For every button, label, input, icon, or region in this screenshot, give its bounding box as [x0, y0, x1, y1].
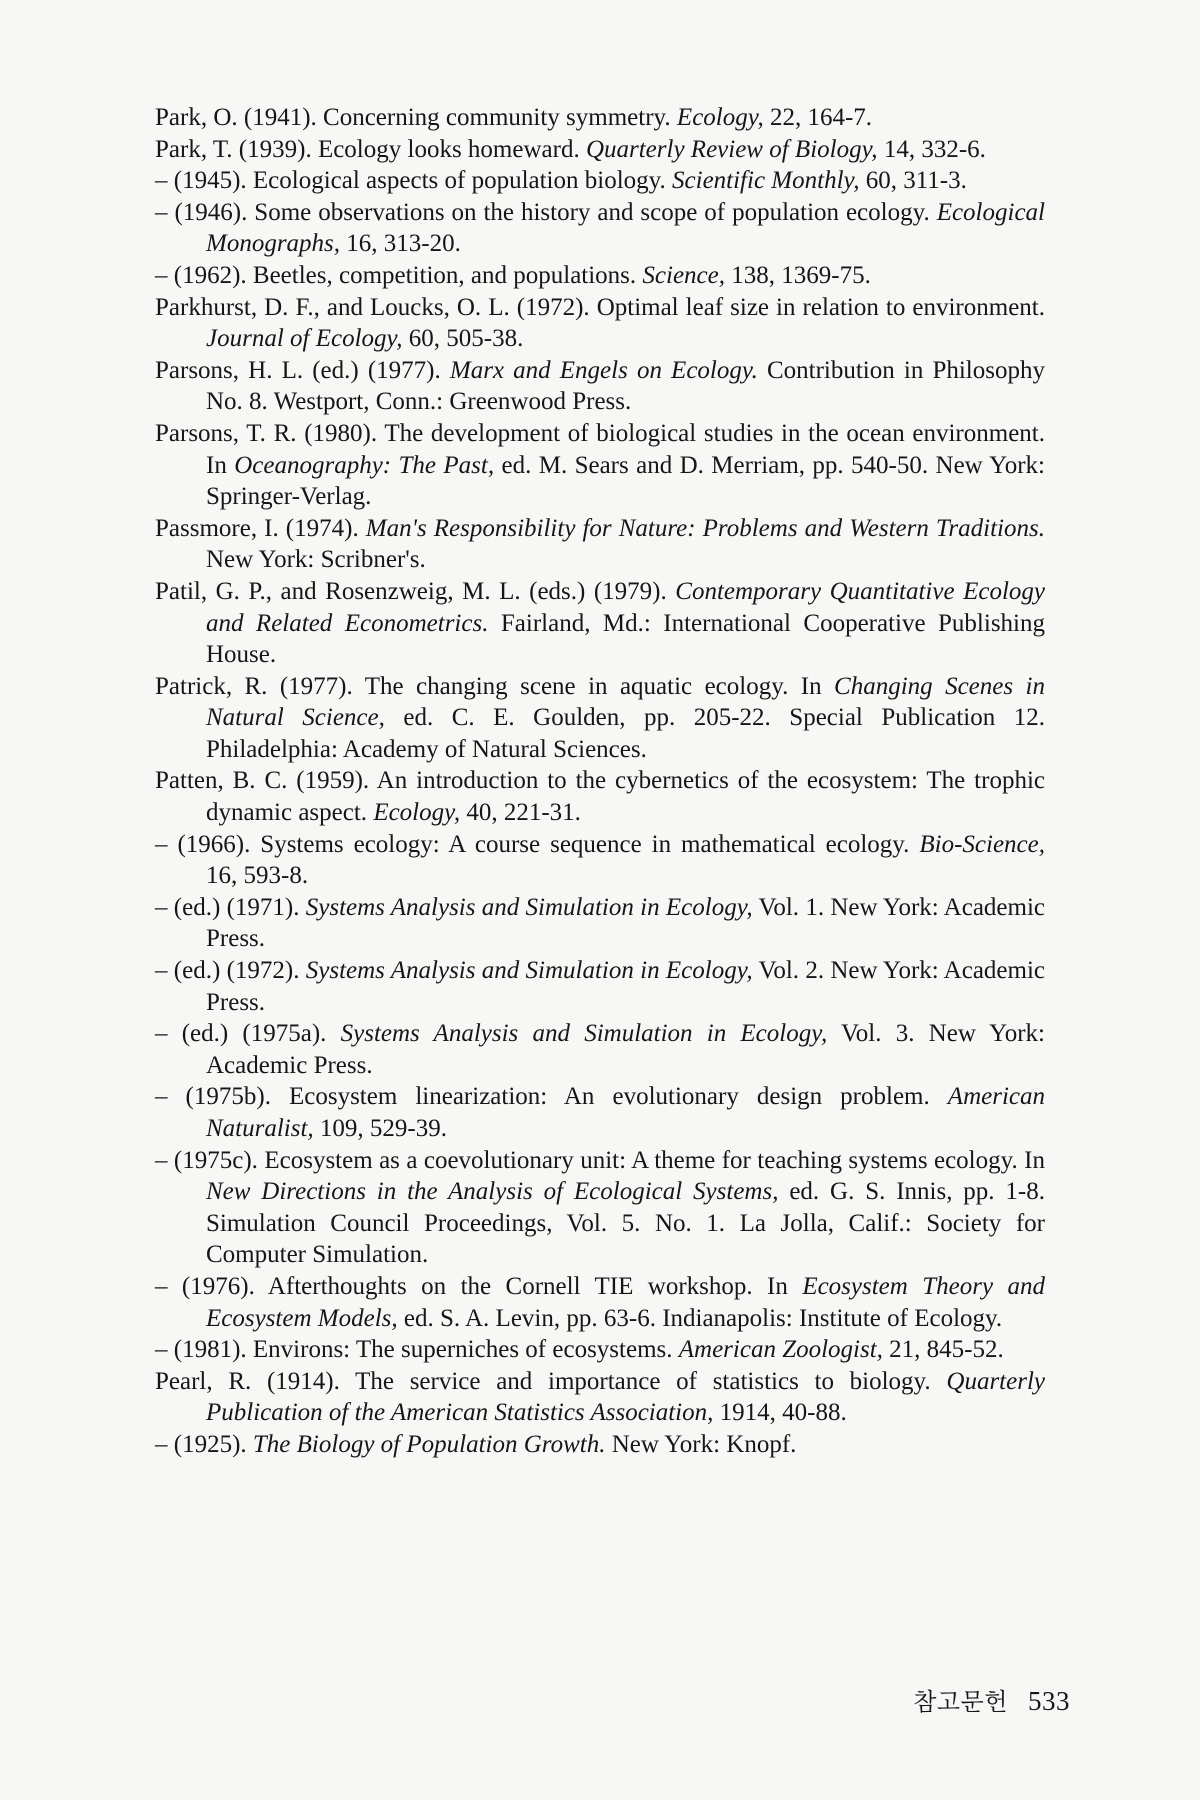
reference-text: 22, 164-7. — [763, 104, 873, 131]
reference-text: – (1946). Some observations on the history and scope of population ecology. — [155, 198, 937, 226]
reference-entry — [155, 576, 1045, 671]
reference-text: Patrick, R. (1977). The changing scene in aquatic ecology. In — [155, 672, 835, 700]
reference-entry — [155, 671, 1045, 766]
reference-text: 21, 845-52. — [882, 1336, 1004, 1364]
reference-text: 14, 332-6. — [877, 135, 986, 163]
reference-text: Patten, B. C. (1959). An introduction to the cybernetics of the ecosystem: The trophic dynamic aspect. — [155, 767, 1045, 827]
reference-text: Parsons, T. R. (1980). The development of biological studies in the ocean environment. In — [155, 419, 1045, 479]
reference-title-italic: American Naturalist, — [206, 1083, 1045, 1142]
reference-text: Vol. 3. New York: Academic Press. — [206, 1020, 1045, 1079]
reference-entry — [155, 765, 1045, 828]
reference-text: – (1945). Ecological aspects of population biology. — [155, 167, 673, 195]
reference-title-italic: Quarterly Review of Biology, — [585, 135, 878, 163]
reference-text: Parsons, H. L. (ed.) (1977). — [155, 356, 450, 384]
reference-entry — [155, 829, 1045, 892]
reference-text: – (1925). — [155, 1430, 253, 1458]
reference-entry — [155, 1018, 1045, 1081]
reference-text: Patil, G. P., and Rosenzweig, M. L. (eds.) (1979). — [155, 577, 676, 605]
reference-text: New York: Knopf. — [605, 1430, 797, 1458]
reference-text: Pearl, R. (1914). The service and importance of statistics to biology. — [155, 1367, 947, 1395]
reference-title-italic: Systems Analysis and Simulation in Ecology, — [340, 1020, 828, 1048]
reference-entry — [155, 418, 1045, 513]
reference-entry — [155, 1145, 1045, 1271]
reference-title-italic: Systems Analysis and Simulation in Ecology, — [305, 957, 753, 985]
reference-entry — [155, 197, 1045, 260]
reference-title-italic: Man's Responsibility for Nature: Problems and Western Traditions. — [365, 514, 1045, 542]
reference-text: ed. C. E. Goulden, pp. 205-22. Special Publication 12. Philadelphia: Academy of Natural Sciences. — [206, 704, 1045, 763]
reference-entry — [155, 513, 1045, 576]
reference-title-italic: Systems Analysis and Simulation in Ecology, — [305, 893, 753, 921]
reference-text: – (ed.) (1972). — [155, 957, 306, 985]
reference-title-italic: Ecology, — [373, 799, 461, 827]
reference-entry — [155, 1366, 1045, 1429]
reference-text: Contribution in Philosophy No. 8. Westport, Conn.: Greenwood Press. — [206, 356, 1045, 416]
reference-text: 40, 221-31. — [460, 799, 581, 827]
reference-text: – (1966). Systems ecology: A course sequence in mathematical ecology. — [155, 830, 920, 858]
reference-title-italic: Ecology, — [676, 104, 764, 131]
reference-text: – (ed.) (1975a). — [155, 1020, 341, 1048]
reference-title-italic: Bio-Science, — [919, 830, 1045, 858]
reference-entry — [155, 1271, 1045, 1334]
reference-entry — [155, 1334, 1045, 1366]
reference-text: ed. G. S. Innis, pp. 1-8. Simulation Council Proceedings, Vol. 5. No. 1. La Jolla, Calif.: Society for Computer Simulation. — [206, 1178, 1045, 1269]
reference-text: 138, 1369-75. — [725, 261, 871, 289]
reference-text: 16, 313-20. — [340, 230, 461, 258]
reference-entry — [155, 165, 1045, 197]
reference-entry — [155, 292, 1045, 355]
reference-text: Passmore, I. (1974). — [155, 514, 366, 542]
reference-title-italic: American Zoologist, — [678, 1336, 883, 1364]
page-number: 533 — [1028, 1686, 1070, 1716]
reference-text: 16, 593-8. — [206, 862, 309, 890]
reference-entry — [155, 355, 1045, 418]
reference-entry — [155, 102, 1045, 134]
reference-text: ed. S. A. Levin, pp. 63-6. Indianapolis: Institute of Ecology. — [397, 1304, 1003, 1332]
reference-text: 109, 529-39. — [313, 1115, 447, 1142]
reference-entry — [155, 1081, 1045, 1144]
reference-text: – (1976). Afterthoughts on the Cornell TIE workshop. In — [155, 1272, 803, 1300]
reference-text: – (1981). Environs: The superniches of ecosystems. — [155, 1336, 679, 1364]
reference-text: Park, O. (1941). Concerning community symmetry. — [155, 104, 677, 131]
reference-text: New York: Scribner's. — [206, 546, 426, 574]
reference-entry — [155, 134, 1045, 166]
reference-entry — [155, 260, 1045, 292]
reference-text: Fairland, Md.: International Cooperative Publishing House. — [206, 609, 1045, 669]
reference-text: Vol. 1. New York: Academic Press. — [206, 893, 1045, 953]
reference-title-italic: Marx and Engels on Ecology. — [449, 356, 758, 384]
reference-text: – (1975b). Ecosystem linearization: An evolutionary design problem. — [155, 1083, 948, 1111]
reference-list — [155, 102, 1045, 1461]
reference-title-italic: Contemporary Quantitative Ecology and Related Econometrics. — [206, 577, 1045, 637]
reference-text: – (1975c). Ecosystem as a coevolutionary unit: A theme for teaching systems ecology. In — [155, 1146, 1045, 1174]
reference-title-italic: Ecological Monographs, — [206, 198, 1045, 258]
reference-title-italic: Quarterly Publication of the American Statistics Association, — [206, 1367, 1045, 1427]
reference-text: – (1962). Beetles, competition, and populations. — [155, 261, 643, 289]
reference-text: 60, 505-38. — [402, 325, 524, 353]
reference-title-italic: The Biology of Population Growth. — [252, 1430, 606, 1458]
reference-title-italic: Science, — [642, 261, 726, 289]
reference-title-italic: Ecosystem Theory and Ecosystem Models, — [206, 1272, 1045, 1332]
reference-entry — [155, 1429, 1045, 1461]
reference-text: Parkhurst, D. F., and Loucks, O. L. (1972). Optimal leaf size in relation to environment. — [155, 293, 1045, 321]
reference-text: – (ed.) (1971). — [155, 893, 306, 921]
reference-text: Vol. 2. New York: Academic Press. — [206, 957, 1045, 1016]
reference-text: ed. M. Sears and D. Merriam, pp. 540-50. New York: Springer-Verlag. — [206, 451, 1046, 511]
reference-text: 1914, 40-88. — [713, 1399, 847, 1427]
reference-entry — [155, 955, 1045, 1018]
reference-title-italic: Scientific Monthly, — [672, 167, 860, 195]
reference-title-italic: New Directions in the Analysis of Ecological Systems, — [206, 1178, 779, 1206]
reference-title-italic: Journal of Ecology, — [206, 325, 403, 353]
reference-title-italic: Oceanography: The Past, — [234, 451, 495, 479]
page-footer — [913, 1682, 1070, 1717]
reference-text: 60, 311-3. — [859, 167, 967, 195]
reference-text: Park, T. (1939). Ecology looks homeward. — [155, 135, 586, 163]
footer-section-title: 참고문헌 — [913, 1688, 1008, 1716]
reference-entry — [155, 892, 1045, 955]
reference-title-italic: Changing Scenes in Natural Science, — [206, 672, 1045, 732]
